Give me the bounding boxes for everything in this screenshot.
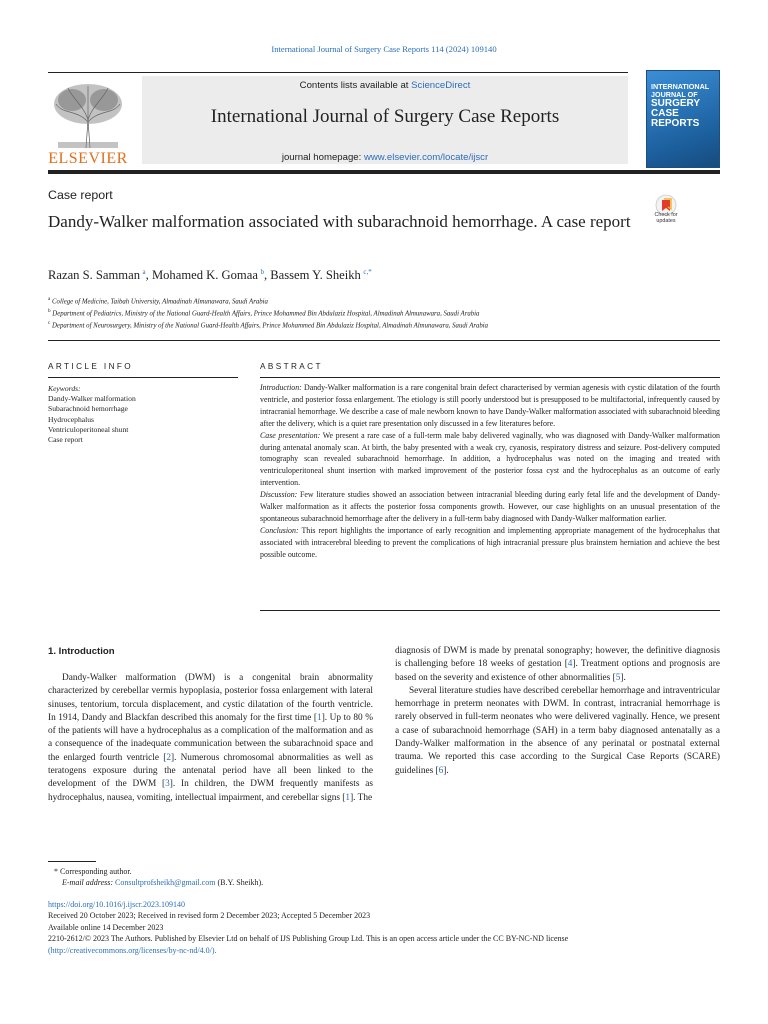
homepage-line: journal homepage: www.elsevier.com/locate/ijscr: [281, 152, 489, 163]
author-name: Razan S. Samman: [48, 268, 140, 283]
citation-link[interactable]: 4: [567, 659, 573, 670]
body-paragraph: Dandy-Walker malformation (DWM) is a congenital brain abnormality characterized by cerebellar vermis hypoplasia, posterior fossa enlargement with lateral sinuses, tentorium, torcula displacement, and cystic dilatation of the fourth ventricle. In 1914, Dandy and Blackfan described this anomaly for the first time [1]. Up to 80 % of the patients will have a hydrocephalus as a complication of the malformation and as a consequence of the inadequate communication between the subarachnoid space and the enlarged fourth ventricle [2]. Numerous chromosomal abnormalities as well as teratogens exposure during the antenatal period have all been linked to the development of the DWM [3]. In children, the DWM frequently manifests as hydrocephalus, nausea, vomiting, intellectual impairment, and cerebellar signs [1]. The: [48, 673, 373, 803]
publication-info: [48, 899, 720, 956]
header-thick-rule: [48, 170, 720, 174]
license-link[interactable]: (http://creativecommons.org/licenses/by-nc-nd/4.0/).: [48, 945, 217, 955]
footnote-rule: [48, 861, 96, 862]
abstract-heading: ABSTRACT: [260, 362, 323, 371]
article-info-heading: ARTICLE INFO: [48, 362, 134, 371]
keyword: Subarachnoid hemorrhage: [48, 404, 128, 414]
abstract-paragraph: Case presentation: We present a rare case of a full-term male baby delivered vaginally, who was diagnosed with Dandy-Walker malformation during antenatal anomaly scan. At birth, the baby presented with a weak cry, cyanosis, respiratory distress and seizure. Post-delivery computed tomography scan revealed subarachnoid hemorrhage. In addition, a hydrocephalus was noted on the imaging and treated with ventriculoperitoneal shunt insertion with marked improvement of the posterior fossa cyst and the hydrocephalus as an outcome of early intervention.: [260, 430, 720, 488]
footnotes: [48, 866, 720, 889]
journal-title: International Journal of Surgery Case Reports: [210, 106, 560, 127]
license-text: 2210-2612/© 2023 The Authors. Published by Elsevier Ltd on behalf of IJS Publishing Group Ltd. This is an open access article under the CC BY-NC-ND license: [48, 934, 569, 944]
abstract-paragraph: Conclusion: This report highlights the importance of early recognition and implementing appropriate management of the hydrocephalus that associated with intracerebral bleeding to prevent the complications of high intracranial pressure plus brainstem herniation and achieve the best possible outcome.: [260, 525, 720, 559]
affiliation: $^a$ College of Medicine, Taibah University, Almadinah Almunawara, Saudi Arabia: [48, 296, 268, 306]
citation-link[interactable]: 1: [345, 792, 351, 803]
intro-column-left: [48, 672, 373, 805]
journal-cover-thumbnail[interactable]: [646, 70, 720, 168]
abstract-rule: [260, 377, 720, 378]
keywords-block: [48, 384, 238, 445]
keyword: Ventriculoperitoneal shunt: [48, 424, 129, 434]
keyword: Hydrocephalus: [48, 414, 94, 424]
keyword: Dandy-Walker malformation: [48, 394, 136, 404]
journal-citation[interactable]: International Journal of Surgery Case Reports 114 (2024) 109140: [271, 44, 497, 54]
received-dates: Received 20 October 2023; Received in revised form 2 December 2023; Accepted 5 December 2023: [48, 911, 371, 921]
abstract-paragraph: Introduction: Dandy-Walker malformation is a rare congenital brain defect characterised by vermian agenesis with cystic dilatation of the fourth ventricle, and posterior fossa enlargement. The etiology is still poorly understood but is presupposed to be multifactorial, infrequently caused by intracranial hemorrhage. We describe a case of male newborn known to have Dandy-Walker malformation associated with subarachnoid bleeding after the delivery, which is a quiet rare presentation only discussed in a few literatures before.: [260, 383, 720, 428]
keyword: Case report: [48, 435, 83, 445]
abstract-body: [260, 382, 720, 561]
paper-title: Dandy-Walker malformation associated with subarachnoid hemorrhage. A case report: [48, 212, 631, 231]
available-online: Available online 14 December 2023: [48, 922, 164, 932]
section-heading: 1. Introduction: [48, 646, 115, 657]
abstract-end-rule: [260, 610, 720, 611]
keywords-label: Keywords:: [48, 384, 81, 393]
author-name: Mohamed K. Gomaa: [151, 268, 258, 283]
body-paragraph: diagnosis of DWM is made by prenatal sonography; however, the definitive diagnosis is challenging before 18 weeks of gestation [4]. Treatment options and prognosis are based on the severity and existence of other abnormalities [5].: [395, 646, 720, 683]
author-affil-mark[interactable]: a: [142, 268, 146, 276]
citation-link[interactable]: 1: [317, 712, 322, 723]
article-type: Case report: [48, 188, 113, 202]
contents-line: Contents lists available at ScienceDirect: [299, 80, 471, 91]
author-name: Bassem Y. Sheikh: [270, 268, 361, 283]
header-rule: [48, 72, 628, 73]
affiliation: $^c$ Department of Neurosurgery, Ministry of the National Guard-Health Affairs, Prince Mohammed Bin Abdulaziz Hospital, Almadinah Almunawara, Saudi Arabia: [48, 320, 489, 330]
abstract-paragraph: Discussion: Few literature studies showed an association between intracranial bleeding during early fetal life and the development of Dandy-Walker malformation as it affects the posterior fossa components growth. However, our case highlights on an unusual presentation of the spontaneous subarachnoid hemorrhage after the delivery in a full-term baby diagnosed with Dandy-Walker malformation earlier.: [260, 490, 720, 523]
citation-link[interactable]: 6: [438, 765, 444, 776]
info-rule: [48, 377, 238, 378]
sciencedirect-link[interactable]: ScienceDirect: [411, 80, 471, 91]
author-affil-mark[interactable]: c,*: [363, 268, 372, 276]
corresponding-note: * Corresponding author.: [54, 867, 132, 876]
citation-link[interactable]: 2: [166, 752, 171, 763]
citation-link[interactable]: 3: [165, 779, 170, 790]
publisher-wordmark: ELSEVIER: [48, 150, 128, 167]
section-rule: [48, 340, 720, 341]
citation-link[interactable]: 5: [615, 672, 621, 683]
homepage-link[interactable]: www.elsevier.com/locate/ijscr: [363, 152, 489, 163]
doi-link[interactable]: https://doi.org/10.1016/j.ijscr.2023.109140: [48, 900, 185, 909]
affiliation: $^b$ Department of Pediatrics, Ministry of the National Guard-Health Affairs, Prince Mohammed Bin Abdulaziz Hospital, Almadinah Almunawara, Saudi Arabia: [48, 308, 480, 318]
intro-column-right: [395, 645, 720, 778]
email-line: E-mail address: Consultprofsheikh@gmail.com (B.Y. Sheikh).: [62, 878, 264, 888]
author-affil-mark[interactable]: b: [260, 268, 264, 276]
body-paragraph: Several literature studies have described cerebellar hemorrhage and intraventricular hemorrhage in preterm neonates with DWM. In contrast, intracranial hemorrhage is rarely observed in full-term neonates who were delivered vaginally. Hence, we present a case of subarachnoid hemorrhage (SAH) in a term baby diagnosed antenatally as a Dandy-Walker malformation in the absence of any perinatal or postnatal external trauma. We reported this case according to the Surgical Case Reports (SCARE) guidelines [6].: [395, 685, 720, 776]
check-for-updates-label: Check for updates: [654, 212, 678, 224]
author-list: Razan S. Samman $^a$, Mohamed K. Gomaa $^b$, Bassem Y. Sheikh $^{c,*}$: [48, 268, 372, 283]
email-link[interactable]: Consultprofsheikh@gmail.com: [115, 878, 216, 888]
cover-title: INTERNATIONAL JOURNAL OF SURGERY CASE REPORTS: [651, 82, 710, 130]
